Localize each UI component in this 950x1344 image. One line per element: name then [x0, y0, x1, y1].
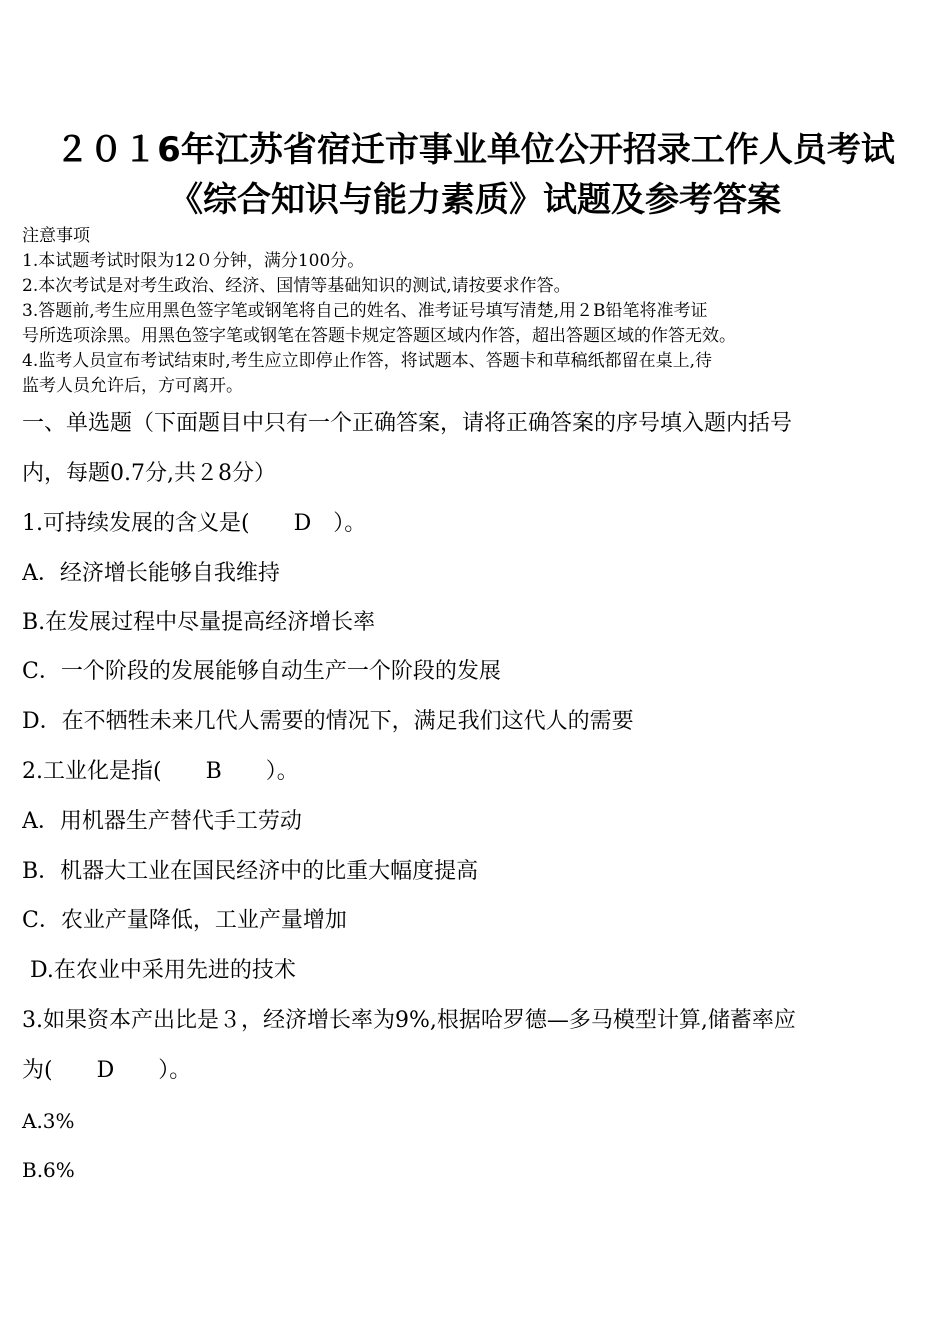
notice-item: 2.本次考试是对考生政治、经济、国情等基础知识的测试,请按要求作答。 — [22, 276, 571, 296]
notice-item: 1.本试题考试时限为12０分钟，满分100分。 — [22, 251, 365, 271]
notice-item: 4.监考人员宣布考试结束时,考生应立即停止作答，将试题本、答题卡和草稿纸都留在桌上,待 — [22, 351, 713, 371]
question-option: C．一个阶段的发展能够自动生产一个阶段的发展 — [22, 659, 501, 684]
question-stem: 2.工业化是指( B ）。 — [22, 759, 299, 784]
section-heading: 一、单选题（下面题目中只有一个正确答案，请将正确答案的序号填入题内括号 — [22, 411, 793, 436]
document-title-line1: ２０１6年江苏省宿迁市事业单位公开招录工作人员考试 — [55, 130, 895, 170]
question-stem: 1.可持续发展的含义是( D ）。 — [22, 511, 367, 536]
question-option: B.在发展过程中尽量提高经济增长率 — [22, 610, 376, 635]
question-option: A．经济增长能够自我维持 — [22, 561, 280, 586]
question-option: D．在不牺牲未来几代人需要的情况下，满足我们这代人的需要 — [22, 709, 634, 734]
document-title-line2: 《综合知识与能力素质》试题及参考答案 — [169, 180, 781, 220]
notice-heading: 注意事项 — [22, 226, 90, 246]
question-option: A.3% — [22, 1109, 75, 1133]
question-stem: 3.如果资本产出比是３，经济增长率为9%,根据哈罗德—多马模型计算,储蓄率应 — [22, 1008, 796, 1033]
section-heading-continued: 内，每题0.7分,共２8分） — [22, 461, 276, 486]
question-option: D.在农业中采用先进的技术 — [30, 958, 296, 983]
question-option: C．农业产量降低，工业产量增加 — [22, 908, 347, 933]
notice-item: 3.答题前,考生应用黑色签字笔或钢笔将自己的姓名、准考证号填写清楚,用２B铅笔将准考证 — [22, 301, 708, 321]
question-stem-continued: 为( D ）。 — [22, 1058, 192, 1083]
notice-item: 号所选项涂黑。用黑色签字笔或钢笔在答题卡规定答题区域内作答，超出答题区域的作答无效。 — [22, 326, 736, 346]
notice-item: 监考人员允许后，方可离开。 — [22, 376, 243, 396]
question-option: B.6% — [22, 1158, 75, 1182]
question-option: A．用机器生产替代手工劳动 — [22, 809, 302, 834]
question-option: B．机器大工业在国民经济中的比重大幅度提高 — [22, 859, 479, 884]
